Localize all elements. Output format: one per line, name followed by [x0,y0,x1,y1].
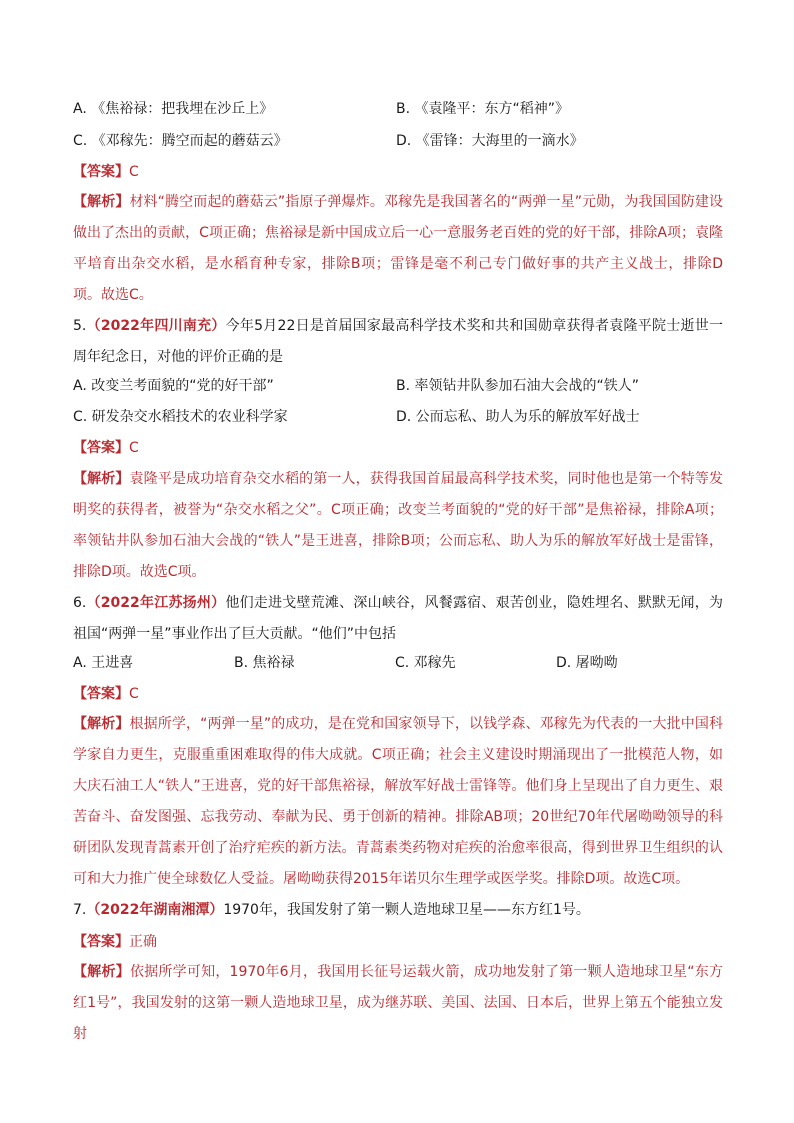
q4-options-row-2 [73,131,723,151]
q5-answer-value: C [129,440,139,456]
q7-answer [73,932,723,952]
q5-options-row-1 [73,376,723,396]
q5-option-c: C. 研发杂交水稻技术的农业科学家 [73,409,288,425]
q5-answer [73,438,723,458]
q6-explanation [73,709,723,895]
q6-answer [73,684,723,704]
q4-explanation-text: 材料“腾空而起的蘑菇云”指原子弹爆炸。邓稼先是我国著名的“两弹一星”元勋，为我国国防建设做出了杰出的贡献，C项正确；焦裕禄是新中国成立后一心一意服务老百姓的党的好干部，排除A项；袁隆平培育出杂交水稻，是水稻育种专家，排除B项；雷锋是毫不利己专门做好事的共产主义战士，排除D项。故选C。 [73,194,724,303]
q6-option-a: A. 王进喜 [73,655,134,671]
q4-explanation-label: 【解析】 [73,194,130,210]
q5-explanation [73,464,723,588]
q6-stem-text: 他们走进戈壁荒滩、深山峡谷，风餐露宿、艰苦创业，隐姓埋名、默默无闻，为祖国“两弹一星”事业作出了巨大贡献。“他们”中包括 [73,595,724,642]
q7-number: 7. [73,902,87,918]
q6-option-b: B. 焦裕禄 [234,655,295,671]
q6-explanation-label: 【解析】 [73,716,130,732]
q5-explanation-text: 袁隆平是成功培育杂交水稻的第一人，获得我国首届最高科学技术奖，同时他也是第一个特等发明奖的获得者，被誉为“杂交水稻之父”。C项正确；改变兰考面貌的“党的好干部”是焦裕禄，排除A项；率领钻井队参加石油大会战的“铁人”是王进喜，排除B项；公而忘私、助人为乐的解放军好战士是雷锋，排除D项。故选C项。 [73,471,724,580]
q7-stem [73,895,723,926]
q6-number: 6. [73,595,87,611]
q7-explanation-label: 【解析】 [73,964,130,980]
document-page [73,96,723,1050]
q7-explanation [73,957,723,1050]
q4-options-row-1 [73,99,723,119]
q4-option-b: B. 《袁隆平：东方“稻神”》 [396,101,570,117]
q6-explanation-text: 根据所学，“两弹一星”的成功，是在党和国家领导下，以钱学森、邓稼先为代表的一大批中国科学家自力更生，克服重重困难取得的伟大成就。C项正确；社会主义建设时期涌现出了一批模范人物，如大庆石油工人“铁人”王进喜，党的好干部焦裕禄，解放军好战士雷锋等。他们身上呈现出了自力更生、艰苦奋斗、奋发图强、忘我劳动、奉献为民、勇于创新的精神。排除AB项；20世纪70年代屠呦呦领导的科研团队发现青蒿素开创了治疗疟疾的新方法。青蒿素类药物对疟疾的治愈率很高，得到世界卫生组织的认可和大力推广使全球数亿人受益。屠呦呦获得2015年诺贝尔生理学或医学奖。排除D项。故选C项。 [73,716,723,887]
q4-option-d: D. 《雷锋：大海里的一滴水》 [396,133,584,149]
q6-source: （2022年江苏扬州） [86,595,226,611]
q6-option-d: D. 屠呦呦 [556,655,618,671]
q6-stem [73,588,723,650]
q5-option-a: A. 改变兰考面貌的“党的好干部” [73,378,274,394]
q5-number: 5. [73,318,87,334]
q5-stem-text: 今年5月22日是首届国家最高科学技术奖和共和国勋章获得者袁隆平院士逝世一周年纪念日，对他的评价正确的是 [73,318,723,365]
q6-answer-value: C [129,686,139,702]
q5-explanation-label: 【解析】 [73,471,130,487]
q7-answer-value: 正确 [129,934,157,950]
q5-options-row-2 [73,407,723,427]
q4-answer [73,162,723,182]
q7-answer-label: 【答案】 [73,934,129,950]
q7-stem-text: 1970年，我国发射了第一颗人造地球卫星——东方红1号。 [223,902,590,918]
q4-option-c: C. 《邓稼先：腾空而起的蘑菇云》 [73,133,288,149]
q4-explanation [73,187,723,311]
q4-answer-label: 【答案】 [73,164,129,180]
q6-options-row [73,653,723,673]
q7-source: （2022年湖南湘潭） [86,902,224,918]
q5-stem [73,311,723,373]
q6-answer-label: 【答案】 [73,686,129,702]
q5-option-d: D. 公而忘私、助人为乐的解放军好战士 [396,409,640,425]
q5-answer-label: 【答案】 [73,440,129,456]
q7-explanation-text: 依据所学可知，1970年6月，我国用长征号运载火箭，成功地发射了第一颗人造地球卫星“东方红1号”，我国发射的这第一颗人造地球卫星，成为继苏联、美国、法国、日本后，世界上第五个能独立发射 [73,964,723,1042]
q5-source: （2022年四川南充） [86,318,226,334]
q4-answer-value: C [129,164,139,180]
q4-option-a: A. 《焦裕禄：把我埋在沙丘上》 [73,101,274,117]
q5-option-b: B. 率领钻井队参加石油大会战的“铁人” [396,378,640,394]
q6-option-c: C. 邓稼先 [395,655,456,671]
